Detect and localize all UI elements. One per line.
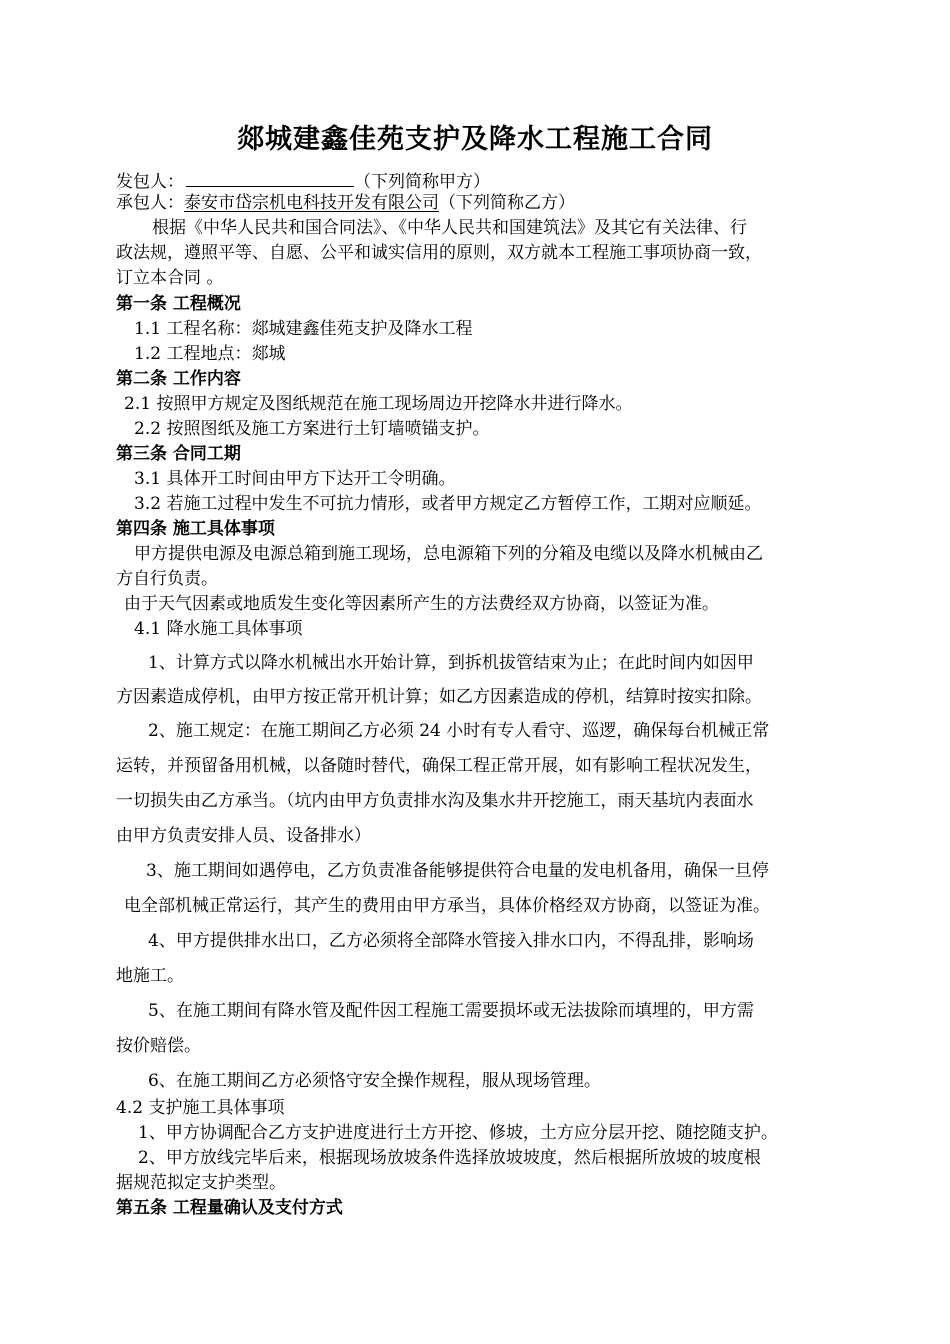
rule-4-1-4-line-1: 4、甲方提供排水出口，乙方必须将全部降水管接入排水口内，不得乱排，影响场 bbox=[148, 931, 754, 951]
rule-4-2-2-line-1: 2、甲方放线完毕后来，根据现场放坡条件选择放坡坡度，然后根据所放坡的坡度根 bbox=[138, 1148, 761, 1168]
party-b-name: 泰安市岱宗机电科技开发有限公司 bbox=[184, 193, 439, 213]
party-b-suffix: （下列简称乙方） bbox=[439, 193, 575, 213]
article-3-item-2: 3.2 若施工过程中发生不可抗力情形，或者甲方规定乙方暂停工作，工期对应顺延。 bbox=[134, 494, 762, 514]
party-b-line bbox=[116, 192, 575, 214]
section-4-2-heading: 4.2 支护施工具体事项 bbox=[116, 1098, 285, 1118]
rule-4-2-2-line-2: 据规范拟定支护类型。 bbox=[116, 1173, 286, 1193]
rule-4-1-1-line-2: 方因素造成停机，由甲方按正常开机计算；如乙方因素造成的停机，结算时按实扣除。 bbox=[116, 687, 762, 707]
party-b-label: 承包人： bbox=[116, 193, 184, 213]
rule-4-1-5-line-2: 按价赔偿。 bbox=[116, 1036, 201, 1056]
party-a-name-blank bbox=[186, 168, 354, 187]
intro-line-1: 根据《中华人民共和国合同法》、《中华人民共和国建筑法》及其它有关法律、行 bbox=[152, 218, 747, 238]
rule-4-1-4-line-2: 地施工。 bbox=[116, 966, 184, 986]
article-5-heading: 第五条 工程量确认及支付方式 bbox=[116, 1198, 343, 1218]
intro-line-3: 订立本合同 。 bbox=[116, 268, 224, 288]
article-4-para-1-line-2: 方自行负责。 bbox=[116, 569, 218, 589]
rule-4-2-1: 1、甲方协调配合乙方支护进度进行土方开挖、修坡，土方应分层开挖、随挖随支护。 bbox=[138, 1123, 778, 1143]
rule-4-1-1-line-1: 1、计算方式以降水机械出水开始计算，到拆机拔管结束为止；在此时间内如因甲 bbox=[148, 653, 754, 673]
article-1-item-1: 1.1 工程名称：郯城建鑫佳苑支护及降水工程 bbox=[134, 319, 473, 339]
article-4-para-2: 由于天气因素或地质发生变化等因素所产生的方法费经双方协商，以签证为准。 bbox=[124, 594, 719, 614]
party-a-label: 发包人： bbox=[116, 172, 184, 192]
rule-4-1-3-line-1: 3、施工期间如遇停电，乙方负责准备能够提供符合电量的发电机备用，确保一旦停 bbox=[146, 861, 769, 881]
section-4-1-heading: 4.1 降水施工具体事项 bbox=[134, 619, 303, 639]
rule-4-1-2-line-1: 2、施工规定：在施工期间乙方必须 24 小时有专人看守、巡逻，确保每台机械正常 bbox=[148, 721, 770, 741]
rule-4-1-2-line-2: 运转，并预留备用机械，以备随时替代，确保工程正常开展，如有影响工程状况发生， bbox=[116, 756, 762, 776]
party-a-suffix: （下列简称甲方） bbox=[354, 172, 490, 192]
rule-4-1-2-line-4: 由甲方负责安排人员、设备排水） bbox=[116, 826, 371, 846]
article-2-item-2: 2.2 按照图纸及施工方案进行土钉墙喷锚支护。 bbox=[134, 419, 490, 439]
article-3-item-1: 3.1 具体开工时间由甲方下达开工令明确。 bbox=[134, 469, 456, 489]
article-4-heading: 第四条 施工具体事项 bbox=[116, 519, 275, 539]
rule-4-1-2-line-3: 一切损失由乙方承当。（坑内由甲方负责排水沟及集水井开挖施工，雨天基坑内表面水 bbox=[116, 791, 754, 811]
party-a-line bbox=[116, 168, 490, 193]
article-3-heading: 第三条 合同工期 bbox=[116, 444, 241, 464]
intro-line-2: 政法规，遵照平等、自愿、公平和诚实信用的原则，双方就本工程施工事项协商一致， bbox=[116, 243, 762, 263]
document-title: 郯城建鑫佳苑支护及降水工程施工合同 bbox=[237, 124, 713, 155]
article-4-para-1-line-1: 甲方提供电源及电源总箱到施工现场，总电源箱下列的分箱及电缆以及降水机械由乙 bbox=[134, 544, 763, 564]
rule-4-1-6: 6、在施工期间乙方必须恪守安全操作规程，服从现场管理。 bbox=[148, 1071, 601, 1091]
rule-4-1-3-line-2: 电全部机械正常运行，其产生的费用由甲方承当，具体价格经双方协商，以签证为准。 bbox=[124, 896, 770, 916]
rule-4-1-5-line-1: 5、在施工期间有降水管及配件因工程施工需要损坏或无法拔除而填埋的，甲方需 bbox=[148, 1001, 754, 1021]
article-2-heading: 第二条 工作内容 bbox=[116, 369, 241, 389]
article-1-heading: 第一条 工程概况 bbox=[116, 294, 241, 314]
article-2-item-1: 2.1 按照甲方规定及图纸规范在施工现场周边开挖降水井进行降水。 bbox=[124, 394, 633, 414]
article-1-item-2: 1.2 工程地点：郯城 bbox=[134, 344, 286, 364]
